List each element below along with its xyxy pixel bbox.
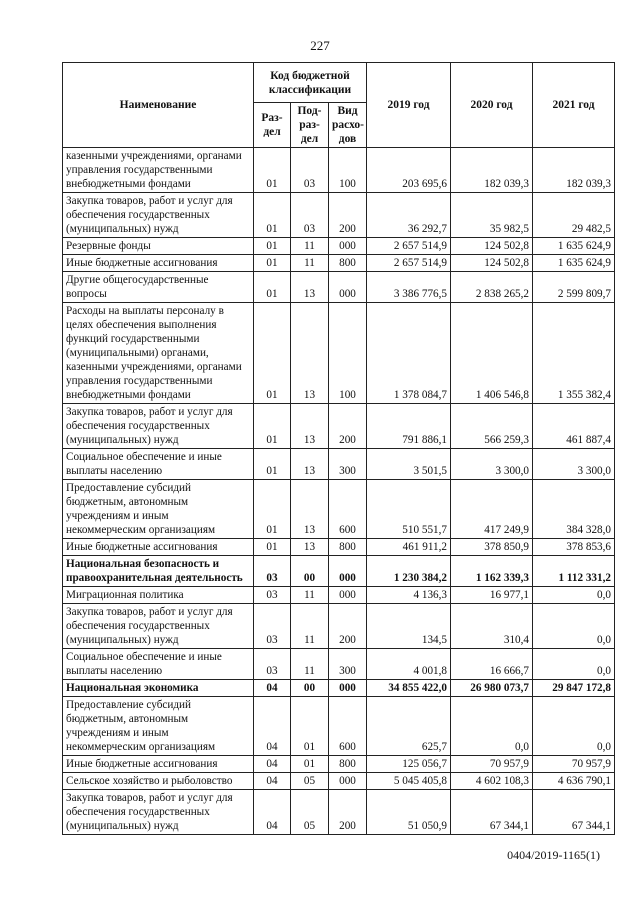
row-vid: 000 (329, 773, 367, 790)
row-podrazdel: 11 (291, 238, 329, 255)
row-podrazdel: 11 (291, 255, 329, 272)
row-2021: 29 482,5 (533, 193, 615, 238)
row-razdel: 01 (254, 539, 291, 556)
row-razdel: 01 (254, 449, 291, 480)
row-2020: 1 406 546,8 (451, 303, 533, 404)
row-2021: 1 635 624,9 (533, 238, 615, 255)
row-podrazdel: 13 (291, 449, 329, 480)
row-name: Национальная безопасность и правоохранительная деятельность (63, 556, 254, 587)
row-2019: 3 386 776,5 (367, 272, 451, 303)
row-podrazdel: 00 (291, 680, 329, 697)
row-name: Иные бюджетные ассигнования (63, 539, 254, 556)
row-2021: 2 599 809,7 (533, 272, 615, 303)
row-2019: 791 886,1 (367, 404, 451, 449)
row-2020: 124 502,8 (451, 238, 533, 255)
row-name: Иные бюджетные ассигнования (63, 756, 254, 773)
row-2021: 67 344,1 (533, 790, 615, 835)
header-podrazdel: Под-раз-дел (291, 103, 329, 148)
row-vid: 200 (329, 193, 367, 238)
row-name: Предоставление субсидий бюджетным, автономным учреждениям и иным некоммерческим организациям (63, 697, 254, 756)
row-vid: 000 (329, 272, 367, 303)
row-podrazdel: 01 (291, 697, 329, 756)
row-2019: 36 292,7 (367, 193, 451, 238)
row-razdel: 01 (254, 255, 291, 272)
row-2021: 1 112 331,2 (533, 556, 615, 587)
document-code: 0404/2019-1165(1) (507, 848, 600, 862)
row-2020: 16 977,1 (451, 587, 533, 604)
row-razdel: 01 (254, 193, 291, 238)
table-row (63, 272, 615, 303)
row-vid: 800 (329, 756, 367, 773)
table-row (63, 193, 615, 238)
row-2021: 1 355 382,4 (533, 303, 615, 404)
row-2019: 2 657 514,9 (367, 238, 451, 255)
row-vid: 100 (329, 148, 367, 193)
row-podrazdel: 05 (291, 790, 329, 835)
row-2020: 16 666,7 (451, 649, 533, 680)
table-row (63, 773, 615, 790)
row-2019: 203 695,6 (367, 148, 451, 193)
row-2019: 125 056,7 (367, 756, 451, 773)
table-row (63, 238, 615, 255)
row-2021: 29 847 172,8 (533, 680, 615, 697)
table-row (63, 604, 615, 649)
row-name: Предоставление субсидий бюджетным, автономным учреждениям и иным некоммерческим организациям (63, 480, 254, 539)
table-row (63, 556, 615, 587)
row-2019: 34 855 422,0 (367, 680, 451, 697)
row-podrazdel: 00 (291, 556, 329, 587)
row-razdel: 04 (254, 756, 291, 773)
row-podrazdel: 11 (291, 587, 329, 604)
row-razdel: 01 (254, 148, 291, 193)
header-vid: Вид расхо-дов (329, 103, 367, 148)
row-2020: 566 259,3 (451, 404, 533, 449)
row-razdel: 03 (254, 604, 291, 649)
row-vid: 600 (329, 697, 367, 756)
row-name: Другие общегосударственные вопросы (63, 272, 254, 303)
row-name: Национальная экономика (63, 680, 254, 697)
table-row (63, 255, 615, 272)
row-vid: 000 (329, 587, 367, 604)
row-2019: 134,5 (367, 604, 451, 649)
row-2021: 461 887,4 (533, 404, 615, 449)
row-2019: 2 657 514,9 (367, 255, 451, 272)
row-2019: 5 045 405,8 (367, 773, 451, 790)
row-2019: 4 001,8 (367, 649, 451, 680)
row-2020: 1 162 339,3 (451, 556, 533, 587)
row-2020: 2 838 265,2 (451, 272, 533, 303)
row-vid: 600 (329, 480, 367, 539)
row-2021: 4 636 790,1 (533, 773, 615, 790)
row-2019: 1 230 384,2 (367, 556, 451, 587)
row-2021: 3 300,0 (533, 449, 615, 480)
header-code-group: Код бюджетной классификации (254, 63, 367, 103)
row-vid: 300 (329, 649, 367, 680)
header-2019: 2019 год (367, 63, 451, 148)
row-razdel: 01 (254, 238, 291, 255)
row-2021: 0,0 (533, 604, 615, 649)
row-vid: 800 (329, 255, 367, 272)
budget-table (62, 62, 615, 835)
row-podrazdel: 01 (291, 756, 329, 773)
row-razdel: 04 (254, 790, 291, 835)
row-vid: 100 (329, 303, 367, 404)
table-row (63, 480, 615, 539)
row-2019: 51 050,9 (367, 790, 451, 835)
row-razdel: 03 (254, 649, 291, 680)
row-2019: 3 501,5 (367, 449, 451, 480)
row-razdel: 03 (254, 587, 291, 604)
row-2019: 625,7 (367, 697, 451, 756)
table-row (63, 649, 615, 680)
row-name: Сельское хозяйство и рыболовство (63, 773, 254, 790)
row-vid: 000 (329, 556, 367, 587)
row-name: Расходы на выплаты персоналу в целях обеспечения выполнения функций государственными (муниципальными) органами, казенными учреждениями, органами управления государственными внебюджетными фондами (63, 303, 254, 404)
table-row (63, 449, 615, 480)
row-podrazdel: 11 (291, 649, 329, 680)
row-razdel: 04 (254, 680, 291, 697)
row-2021: 378 853,6 (533, 539, 615, 556)
row-name: Закупка товаров, работ и услуг для обеспечения государственных (муниципальных) нужд (63, 193, 254, 238)
header-name: Наименование (63, 63, 254, 148)
header-razdel: Раз-дел (254, 103, 291, 148)
table-row (63, 587, 615, 604)
row-name: Закупка товаров, работ и услуг для обеспечения государственных (муниципальных) нужд (63, 790, 254, 835)
row-podrazdel: 03 (291, 193, 329, 238)
row-vid: 200 (329, 790, 367, 835)
header-2021: 2021 год (533, 63, 615, 148)
row-podrazdel: 13 (291, 539, 329, 556)
table-row (63, 790, 615, 835)
page-number: 227 (310, 38, 330, 53)
row-2021: 0,0 (533, 697, 615, 756)
row-podrazdel: 13 (291, 404, 329, 449)
row-2021: 0,0 (533, 649, 615, 680)
row-razdel: 01 (254, 480, 291, 539)
row-podrazdel: 03 (291, 148, 329, 193)
row-vid: 200 (329, 404, 367, 449)
row-2020: 26 980 073,7 (451, 680, 533, 697)
row-name: Закупка товаров, работ и услуг для обеспечения государственных (муниципальных) нужд (63, 604, 254, 649)
row-name: Социальное обеспечение и иные выплаты населению (63, 449, 254, 480)
row-name: Резервные фонды (63, 238, 254, 255)
row-name: Миграционная политика (63, 587, 254, 604)
table-row (63, 404, 615, 449)
row-2019: 461 911,2 (367, 539, 451, 556)
table-row (63, 756, 615, 773)
header-2020: 2020 год (451, 63, 533, 148)
row-name: Иные бюджетные ассигнования (63, 255, 254, 272)
row-2021: 0,0 (533, 587, 615, 604)
row-razdel: 04 (254, 773, 291, 790)
row-name: Социальное обеспечение и иные выплаты населению (63, 649, 254, 680)
row-2020: 4 602 108,3 (451, 773, 533, 790)
row-podrazdel: 11 (291, 604, 329, 649)
row-2020: 70 957,9 (451, 756, 533, 773)
table-row (63, 539, 615, 556)
row-vid: 800 (329, 539, 367, 556)
row-podrazdel: 13 (291, 303, 329, 404)
row-name: Закупка товаров, работ и услуг для обеспечения государственных (муниципальных) нужд (63, 404, 254, 449)
table-row (63, 680, 615, 697)
table-row (63, 697, 615, 756)
row-razdel: 04 (254, 697, 291, 756)
row-podrazdel: 13 (291, 272, 329, 303)
row-2021: 70 957,9 (533, 756, 615, 773)
row-2019: 510 551,7 (367, 480, 451, 539)
row-podrazdel: 13 (291, 480, 329, 539)
row-vid: 000 (329, 238, 367, 255)
row-vid: 300 (329, 449, 367, 480)
row-2020: 378 850,9 (451, 539, 533, 556)
row-2020: 0,0 (451, 697, 533, 756)
row-2020: 124 502,8 (451, 255, 533, 272)
row-razdel: 01 (254, 303, 291, 404)
row-2021: 384 328,0 (533, 480, 615, 539)
row-2020: 67 344,1 (451, 790, 533, 835)
row-razdel: 01 (254, 272, 291, 303)
row-2020: 182 039,3 (451, 148, 533, 193)
table-row (63, 303, 615, 404)
row-2021: 182 039,3 (533, 148, 615, 193)
table-row (63, 148, 615, 193)
row-vid: 000 (329, 680, 367, 697)
table-body (63, 148, 615, 835)
row-2020: 417 249,9 (451, 480, 533, 539)
row-2020: 35 982,5 (451, 193, 533, 238)
row-razdel: 03 (254, 556, 291, 587)
row-razdel: 01 (254, 404, 291, 449)
row-2020: 310,4 (451, 604, 533, 649)
row-vid: 200 (329, 604, 367, 649)
row-podrazdel: 05 (291, 773, 329, 790)
row-2021: 1 635 624,9 (533, 255, 615, 272)
row-2020: 3 300,0 (451, 449, 533, 480)
row-2019: 4 136,3 (367, 587, 451, 604)
row-2019: 1 378 084,7 (367, 303, 451, 404)
row-name: казенными учреждениями, органами управления государственными внебюджетными фондами (63, 148, 254, 193)
